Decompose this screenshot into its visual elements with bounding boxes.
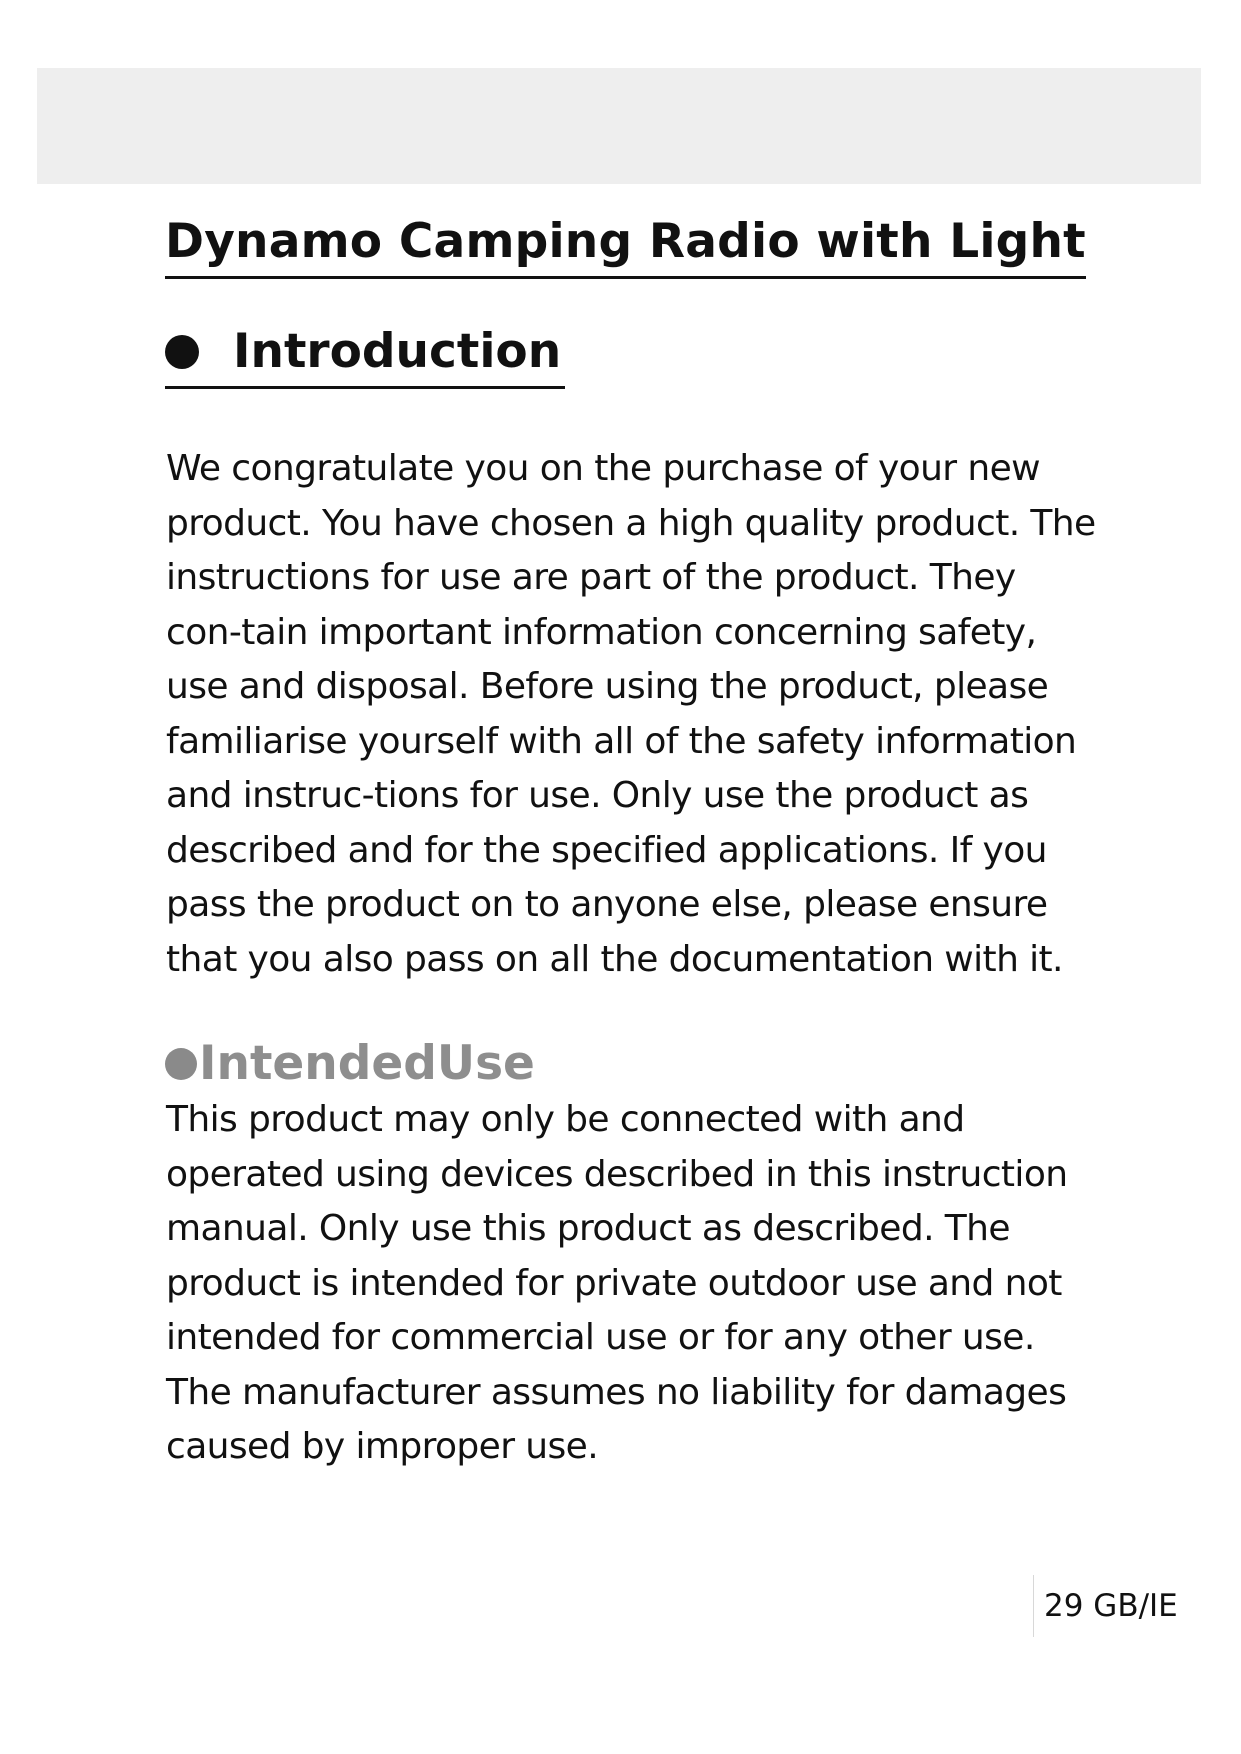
section-heading-label: Introduction	[233, 324, 562, 379]
introduction-paragraph: We congratulate you on the purchase of your new product. You have chosen a high quality product. The instructions for use are part of the product. They con-tain important information concerning safety, use and disposal. Before using the product, please familiarise yourself with all of the safety information and instruc-tions for use. Only use the product as described and for the specified applications. If you pass the product on to anyone else, please ensure that you also pass on all the documentation with it.	[166, 448, 1096, 980]
document-title: Dynamo Camping Radio with Light	[165, 212, 1086, 279]
section-heading-introduction	[165, 322, 565, 389]
section-heading-intended-use	[165, 1036, 535, 1092]
bullet-icon	[165, 1048, 197, 1080]
section-heading-label: IntendedUse	[199, 1036, 535, 1091]
header-band	[37, 68, 1201, 184]
footer-divider	[1033, 1575, 1034, 1637]
bullet-icon	[165, 335, 199, 369]
page-number: 29 GB/IE	[1044, 1588, 1178, 1624]
intended-use-paragraph: This product may only be connected with and operated using devices described in this instruction manual. Only use this product as described. The product is intended for private outdoor use and not intended for commercial use or for any other use. The manufacturer assumes no liability for damages caused by improper use.	[166, 1099, 1068, 1467]
